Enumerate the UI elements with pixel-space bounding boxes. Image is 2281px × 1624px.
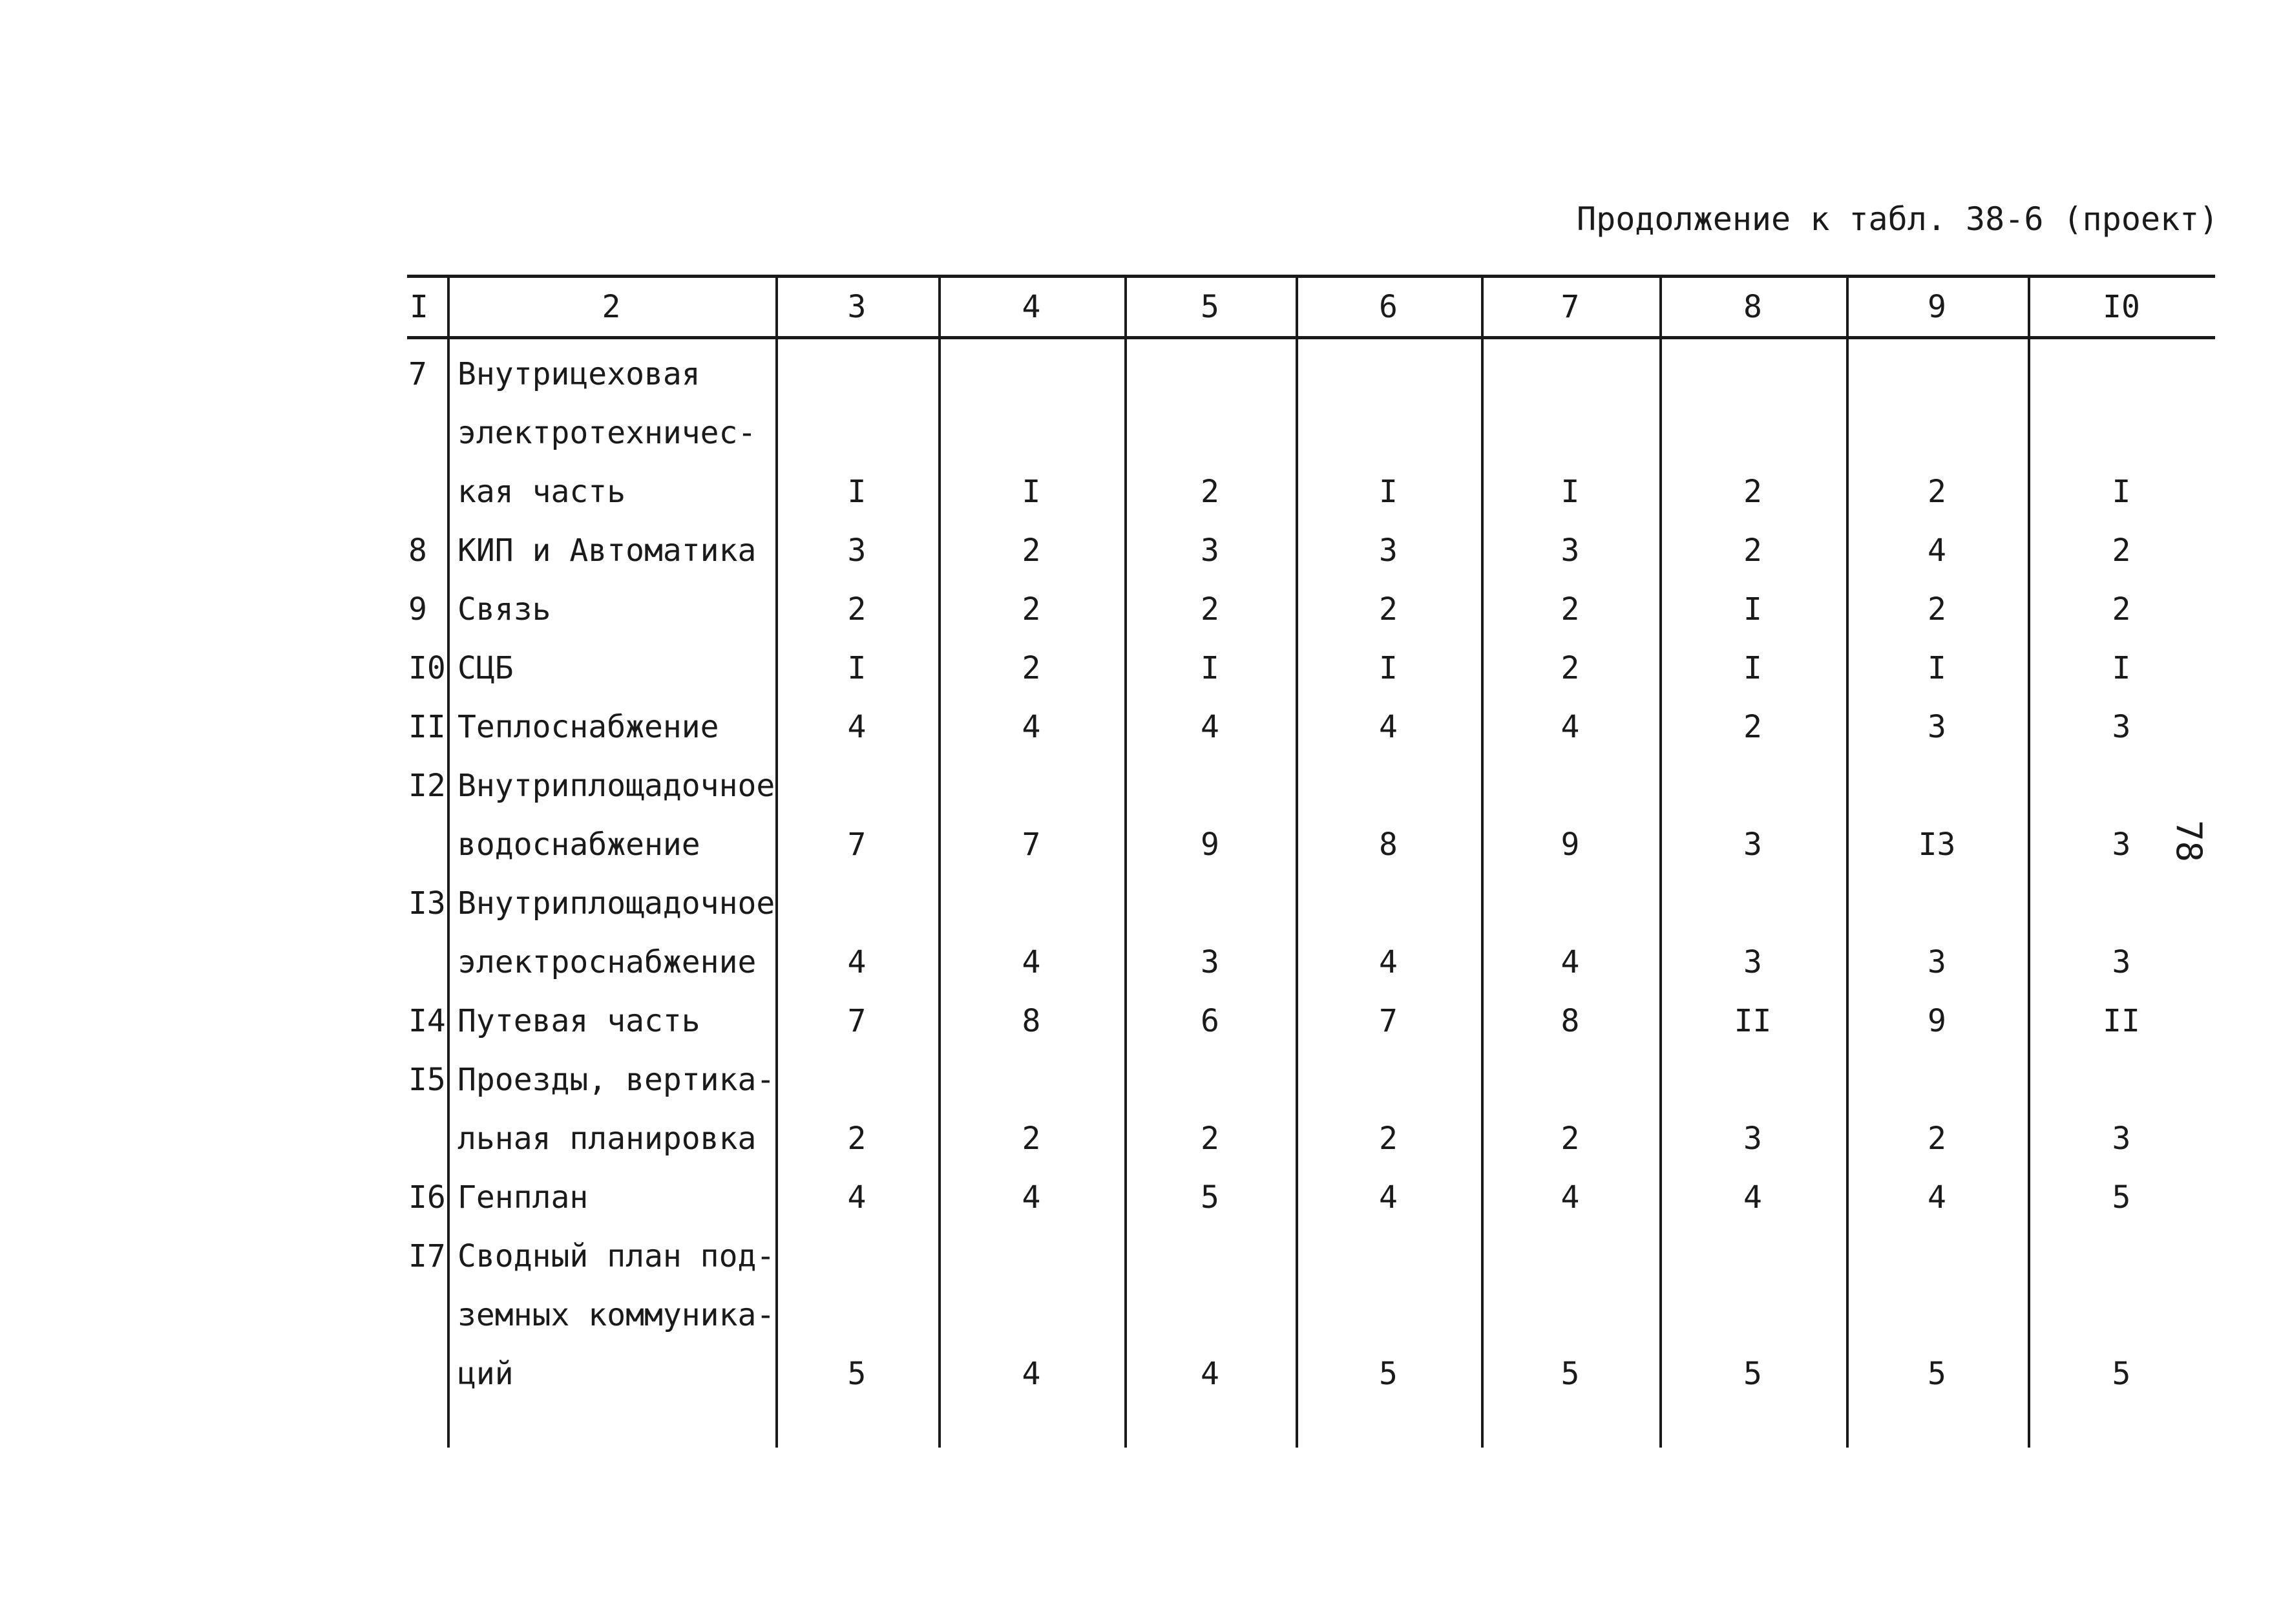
header-top-rule [407, 275, 2215, 278]
table-cell-value: 4 [1379, 1179, 1398, 1216]
row-number: I5 [408, 1062, 446, 1098]
table-cell-value: 2 [1379, 1121, 1398, 1157]
column-header: 3 [847, 289, 867, 325]
table-cell-value: 7 [1022, 827, 1041, 863]
column-header: 6 [1379, 289, 1398, 325]
row-number: I2 [408, 768, 446, 804]
table-cell-value: 9 [1561, 827, 1580, 863]
table-cell-value: I [1022, 474, 1041, 510]
table-cell-value: 2 [1022, 533, 1041, 569]
table-cell-value: 2 [1743, 709, 1762, 745]
column-divider [2028, 275, 2030, 1448]
row-name-line: электротехничес- [457, 415, 757, 451]
table-cell-value: 2 [1022, 1121, 1041, 1157]
table-cell-value: 9 [1201, 827, 1219, 863]
table-cell-value: 4 [1201, 1356, 1219, 1392]
table-cell-value: 5 [2112, 1356, 2131, 1392]
table-cell-value: 2 [1561, 1121, 1580, 1157]
row-number: 8 [408, 533, 427, 569]
table-cell-value: 3 [2112, 1121, 2131, 1157]
column-divider [938, 275, 941, 1448]
table-cell-value: 4 [1379, 944, 1398, 980]
table-cell-value: I [847, 650, 867, 686]
table-cell-value: 8 [1022, 1003, 1041, 1039]
table-cell-value: 5 [1379, 1356, 1398, 1392]
table-cell-value: 2 [1201, 474, 1219, 510]
table-cell-value: 5 [1561, 1356, 1580, 1392]
table-cell-value: 6 [1201, 1003, 1219, 1039]
table-cell-value: 2 [1561, 650, 1580, 686]
table-cell-value: 4 [1379, 709, 1398, 745]
column-divider [1846, 275, 1849, 1448]
column-header: 2 [602, 289, 621, 325]
table-cell-value: I [1379, 650, 1398, 686]
table-cell-value: 5 [2112, 1179, 2131, 1216]
table-cell-value: 3 [847, 533, 867, 569]
table-cell-value: 3 [1928, 944, 1946, 980]
table-cell-value: 2 [1743, 533, 1762, 569]
table-cell-value: 2 [1928, 591, 1946, 627]
table-cell-value: 4 [1561, 709, 1580, 745]
table-cell-value: I [1928, 650, 1946, 686]
table-cell-value: I3 [1918, 827, 1956, 863]
table-cell-value: I [2112, 474, 2131, 510]
table-cell-value: 4 [1561, 1179, 1580, 1216]
column-header: 9 [1928, 289, 1946, 325]
table-cell-value: 4 [1928, 533, 1946, 569]
header-bottom-rule [407, 336, 2215, 339]
column-divider [1124, 275, 1127, 1448]
table-cell-value: II [2103, 1003, 2140, 1039]
table-cell-value: 3 [1928, 709, 1946, 745]
column-header: I0 [2103, 289, 2140, 325]
table-cell-value: 3 [2112, 944, 2131, 980]
row-name-line: КИП и Автоматика [457, 533, 757, 569]
row-number: 7 [408, 356, 427, 392]
table-cell-value: I [2112, 650, 2131, 686]
table-cell-value: 4 [1022, 944, 1041, 980]
table-cell-value: 2 [2112, 533, 2131, 569]
table-cell-value: 7 [1379, 1003, 1398, 1039]
table-cell-value: 4 [1022, 709, 1041, 745]
row-name-line: Теплоснабжение [457, 709, 719, 745]
table-cell-value: 2 [1928, 1121, 1946, 1157]
table-cell-value: 2 [1379, 591, 1398, 627]
column-divider [1481, 275, 1484, 1448]
column-divider [1296, 275, 1298, 1448]
table-cell-value: 5 [1928, 1356, 1946, 1392]
table-cell-value: 2 [847, 591, 867, 627]
row-name-line: Путевая часть [457, 1003, 700, 1039]
table-cell-value: 2 [1022, 650, 1041, 686]
table-cell-value: 3 [1743, 944, 1762, 980]
row-number: I7 [408, 1238, 446, 1274]
table-cell-value: I [1379, 474, 1398, 510]
table-cell-value: 2 [1928, 474, 1946, 510]
row-name-line: СЦБ [457, 650, 514, 686]
column-header: 4 [1022, 289, 1041, 325]
table-cell-value: 3 [2112, 709, 2131, 745]
row-name-line: водоснабжение [457, 827, 700, 863]
table-cell-value: 3 [1379, 533, 1398, 569]
table-cell-value: I [847, 474, 867, 510]
column-divider [447, 275, 450, 1448]
column-divider [1659, 275, 1662, 1448]
table-cell-value: I [1743, 591, 1762, 627]
table-cell-value: 8 [1561, 1003, 1580, 1039]
table-cell-value: 4 [1022, 1179, 1041, 1216]
table-cell-value: 3 [1561, 533, 1580, 569]
row-number: I4 [408, 1003, 446, 1039]
row-name-line: кая часть [457, 474, 626, 510]
table-cell-value: I [1201, 650, 1219, 686]
table-cell-value: 2 [1743, 474, 1762, 510]
table-cell-value: 8 [1379, 827, 1398, 863]
table-cell-value: 2 [1201, 1121, 1219, 1157]
table-cell-value: 3 [2112, 827, 2131, 863]
row-name-line: Генплан [457, 1179, 589, 1216]
table-cell-value: 9 [1928, 1003, 1946, 1039]
table-cell-value: 2 [2112, 591, 2131, 627]
table-cell-value: 4 [1022, 1356, 1041, 1392]
table-cell-value: 5 [1743, 1356, 1762, 1392]
row-name-line: Сводный план под- [457, 1238, 775, 1274]
table-cell-value: I [1743, 650, 1762, 686]
row-name-line: Внутриплощадочное [457, 885, 775, 922]
row-number: II [408, 709, 446, 745]
table-cell-value: 4 [1201, 709, 1219, 745]
row-name-line: электроснабжение [457, 944, 757, 980]
row-name-line: Внутрицеховая [457, 356, 700, 392]
table-cell-value: 2 [1561, 591, 1580, 627]
row-number: I6 [408, 1179, 446, 1216]
row-number: I3 [408, 885, 446, 922]
column-divider [775, 275, 778, 1448]
row-name-line: Проезды, вертика- [457, 1062, 775, 1098]
column-header: 5 [1201, 289, 1219, 325]
row-number: 9 [408, 591, 427, 627]
table-cell-value: 7 [847, 827, 867, 863]
column-header: 8 [1743, 289, 1762, 325]
row-name-line: Связь [457, 591, 551, 627]
table-cell-value: 4 [1928, 1179, 1946, 1216]
table-cell-value: 2 [1201, 591, 1219, 627]
table-cell-value: 3 [1201, 533, 1219, 569]
table-cell-value: 2 [1022, 591, 1041, 627]
table-cell-value: 4 [847, 1179, 867, 1216]
table-cell-value: II [1734, 1003, 1772, 1039]
table-cell-value: 7 [847, 1003, 867, 1039]
table-cell-value: 4 [1561, 944, 1580, 980]
data-table [407, 275, 2215, 1448]
row-name-line: Внутриплощадочное [457, 768, 775, 804]
page-number: 78 [2169, 819, 2210, 863]
table-cell-value: 5 [847, 1356, 867, 1392]
table-cell-value: I [1561, 474, 1580, 510]
column-header: 7 [1561, 289, 1580, 325]
table-cell-value: 4 [1743, 1179, 1762, 1216]
row-name-line: льная планировка [457, 1121, 757, 1157]
column-header: I [410, 289, 428, 325]
table-continuation-caption: Продолжение к табл. 38-6 (проект) [1577, 200, 2219, 238]
row-name-line: земных коммуника- [457, 1297, 775, 1333]
row-name-line: ций [457, 1356, 514, 1392]
table-cell-value: 5 [1201, 1179, 1219, 1216]
table-cell-value: 4 [847, 709, 867, 745]
row-number: I0 [408, 650, 446, 686]
table-cell-value: 3 [1743, 1121, 1762, 1157]
table-cell-value: 3 [1201, 944, 1219, 980]
table-cell-value: 4 [847, 944, 867, 980]
table-cell-value: 3 [1743, 827, 1762, 863]
table-cell-value: 2 [847, 1121, 867, 1157]
